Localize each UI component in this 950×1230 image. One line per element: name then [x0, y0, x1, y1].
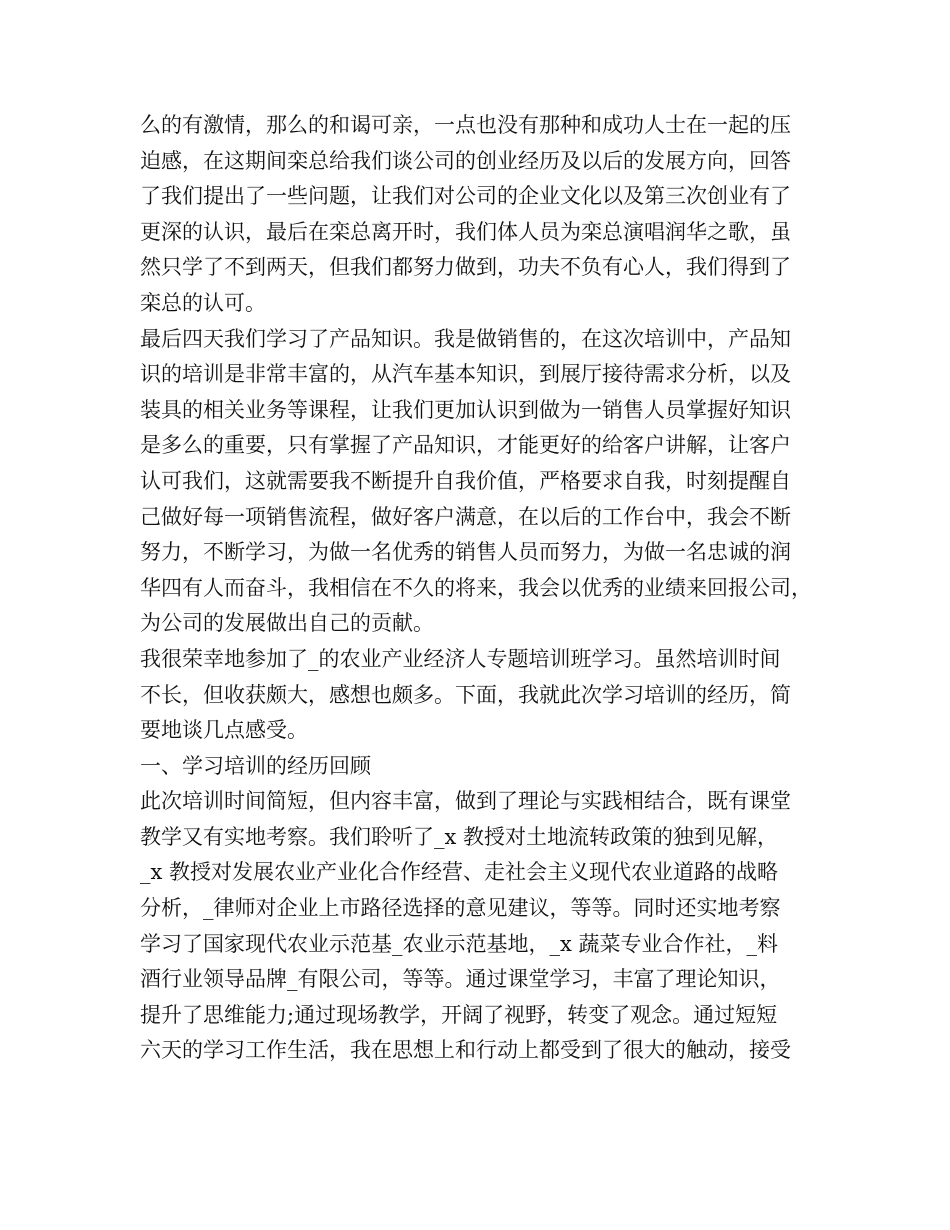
text-line: 己做好每一项销售流程，做好客户满意，在以后的工作台中，我会不断 [140, 504, 791, 529]
text-line: 努力，不断学习，为做一名优秀的销售人员而努力，为做一名忠诚的润 [140, 540, 791, 565]
text-line: 此次培训时间简短，但内容丰富，做到了理论与实践相结合，既有课堂 [140, 789, 791, 814]
text-line: 为公司的发展做出自己的贡献。 [140, 611, 434, 636]
text-line: 么的有激情，那么的和谒可亲，一点也没有那种和成功人士在一起的压 [140, 113, 791, 137]
text-line: 要地谈几点感受。 [140, 718, 308, 743]
text-line: 是多么的重要，只有掌握了产品知识，才能更好的给客户讲解，让客户 [140, 433, 791, 458]
text-line: 识的培训是非常丰富的，从汽车基本知识，到展厅接待需求分析，以及 [140, 362, 791, 387]
text-line: 酒行业领导品牌_有限公司，等等。通过课堂学习，丰富了理论知识， [140, 967, 781, 992]
text-line: 学习了国家现代农业示范基_农业示范基地，_x 蔬菜专业合作社，_料 [140, 931, 779, 956]
text-line: 华四有人而奋斗，我相信在不久的将来，我会以优秀的业绩来回报公司， [140, 575, 812, 600]
text-line: 六天的学习工作生活，我在思想上和行动上都受到了很大的触动，接受 [140, 1038, 791, 1063]
text-line: 了我们提出了一些问题，让我们对公司的企业文化以及第三次创业有了 [140, 184, 791, 209]
text-line: 分析，_律师对企业上市路径选择的意见建议，等等。同时还实地考察 [140, 896, 781, 921]
text-line: _x 教授对发展农业产业化合作经营、走社会主义现代农业道路的战略 [140, 860, 779, 885]
text-line: 不长，但收获颇大，感想也颇多。下面，我就此次学习培训的经历，简 [140, 682, 791, 707]
section-heading: 一、学习培训的经历回顾 [140, 753, 371, 778]
text-line: 迫感，在这期间栾总给我们谈公司的创业经历及以后的发展方向，回答 [140, 148, 791, 173]
text-line: 提升了思维能力;通过现场教学，开阔了视野，转变了观念。通过短短 [140, 1002, 778, 1027]
text-line: 教学又有实地考察。我们聆听了_x 教授对土地流转政策的独到见解， [140, 824, 779, 849]
text-line: 然只学了不到两天，但我们都努力做到，功夫不负有心人，我们得到了 [140, 255, 791, 280]
text-line: 装具的相关业务等课程，让我们更加认识到做为一销售人员掌握好知识 [140, 397, 791, 422]
text-line: 我很荣幸地参加了_的农业产业经济人专题培训班学习。虽然培训时间 [140, 646, 781, 671]
text-line: 认可我们，这就需要我不断提升自我价值，严格要求自我，时刻提醒自 [140, 468, 791, 493]
document-body [140, 108, 812, 1069]
text-line: 最后四天我们学习了产品知识。我是做销售的，在这次培训中，产品知 [140, 326, 791, 351]
text-line: 更深的认识，最后在栾总离开时，我们体人员为栾总演唱润华之歌，虽 [140, 219, 791, 244]
text-line: 栾总的认可。 [140, 290, 266, 315]
